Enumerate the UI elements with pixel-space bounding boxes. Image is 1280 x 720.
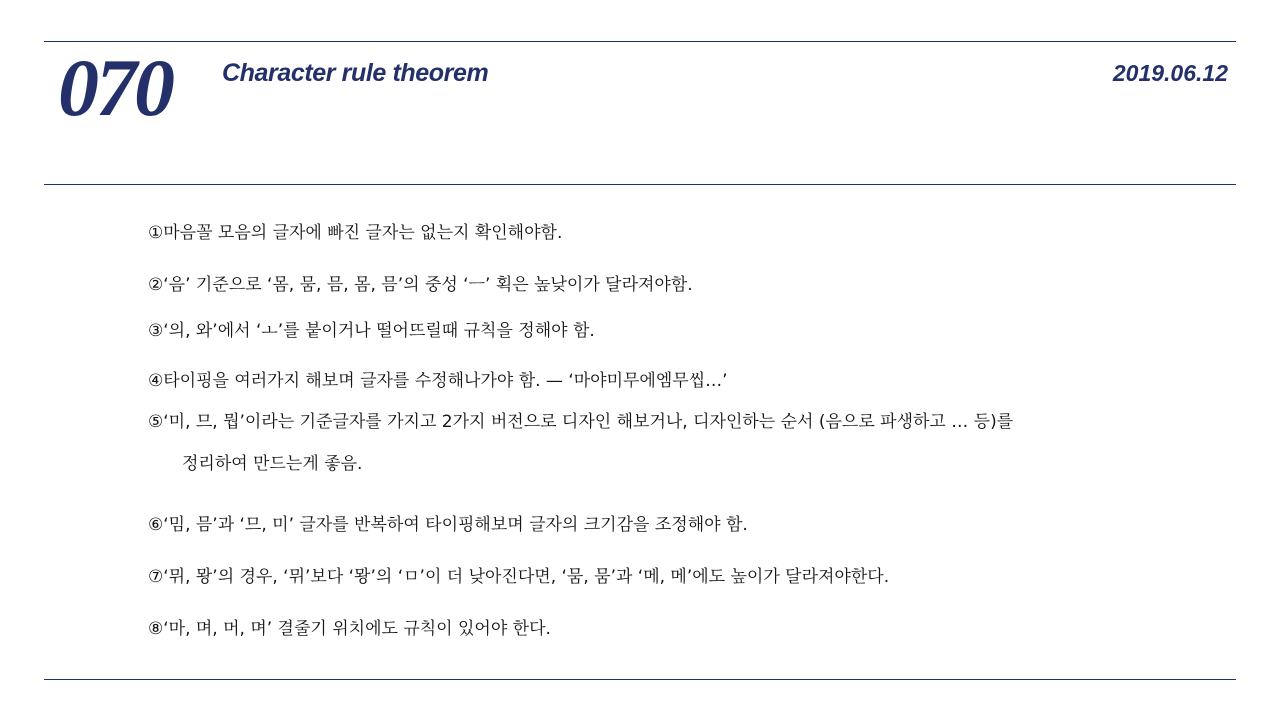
note-item-1 — [148, 222, 1208, 244]
note-text: ③‘의, 와’에서 ‘ㅗ’를 붙이거나 떨어뜨릴때 규칙을 정해야 함. — [148, 321, 595, 341]
note-text: ⑤‘미, 므, 뭡’이라는 기준글자를 가지고 2가지 버전으로 디자인 해보거나, 디자인하는 순서 (음으로 파생하고 … 등)를 — [148, 412, 1014, 432]
note-item-8 — [148, 618, 1208, 640]
note-continuation: 정리하여 만드는게 좋음. — [182, 454, 363, 474]
note-text: ⑦‘뮈, 뫙’의 경우, ‘뮈’보다 ‘뫙’의 ‘ㅁ’이 더 낮아진다면, ‘뭄, 뭄’과 ‘메, 메’에도 높이가 달라져야한다. — [148, 567, 890, 587]
bottom-divider — [44, 679, 1236, 680]
note-item-4 — [148, 370, 1208, 392]
note-item-7 — [148, 566, 1208, 588]
entry-number: 070 — [58, 42, 172, 133]
note-text: ⑧‘마, 며, 머, 며’ 결줄기 위치에도 규칙이 있어야 한다. — [148, 619, 551, 639]
note-item-6 — [148, 514, 1208, 536]
note-item-5 — [148, 411, 1208, 475]
header-divider — [44, 184, 1236, 185]
note-text: ②‘음’ 기준으로 ‘몸, 뭄, 믐, 몸, 믐’의 중성 ‘ㅡ’ 획은 높낮이가 달라져야함. — [148, 275, 693, 295]
note-item-2 — [148, 274, 1208, 296]
note-text: ①마음꼴 모음의 글자에 빠진 글자는 없는지 확인해야함. — [148, 223, 563, 243]
top-divider — [44, 41, 1236, 42]
note-item-3 — [148, 320, 1208, 342]
note-text: ④타이핑을 여러가지 해보며 글자를 수정해나가야 함. — ‘마야미무에엠무씹…’ — [148, 371, 728, 391]
note-text: ⑥‘밈, 믐’과 ‘므, 미’ 글자를 반복하여 타이핑해보며 글자의 크기감을 조정해야 함. — [148, 515, 748, 535]
page-title: Character rule theorem — [222, 59, 489, 87]
entry-date: 2019.06.12 — [1112, 60, 1228, 86]
